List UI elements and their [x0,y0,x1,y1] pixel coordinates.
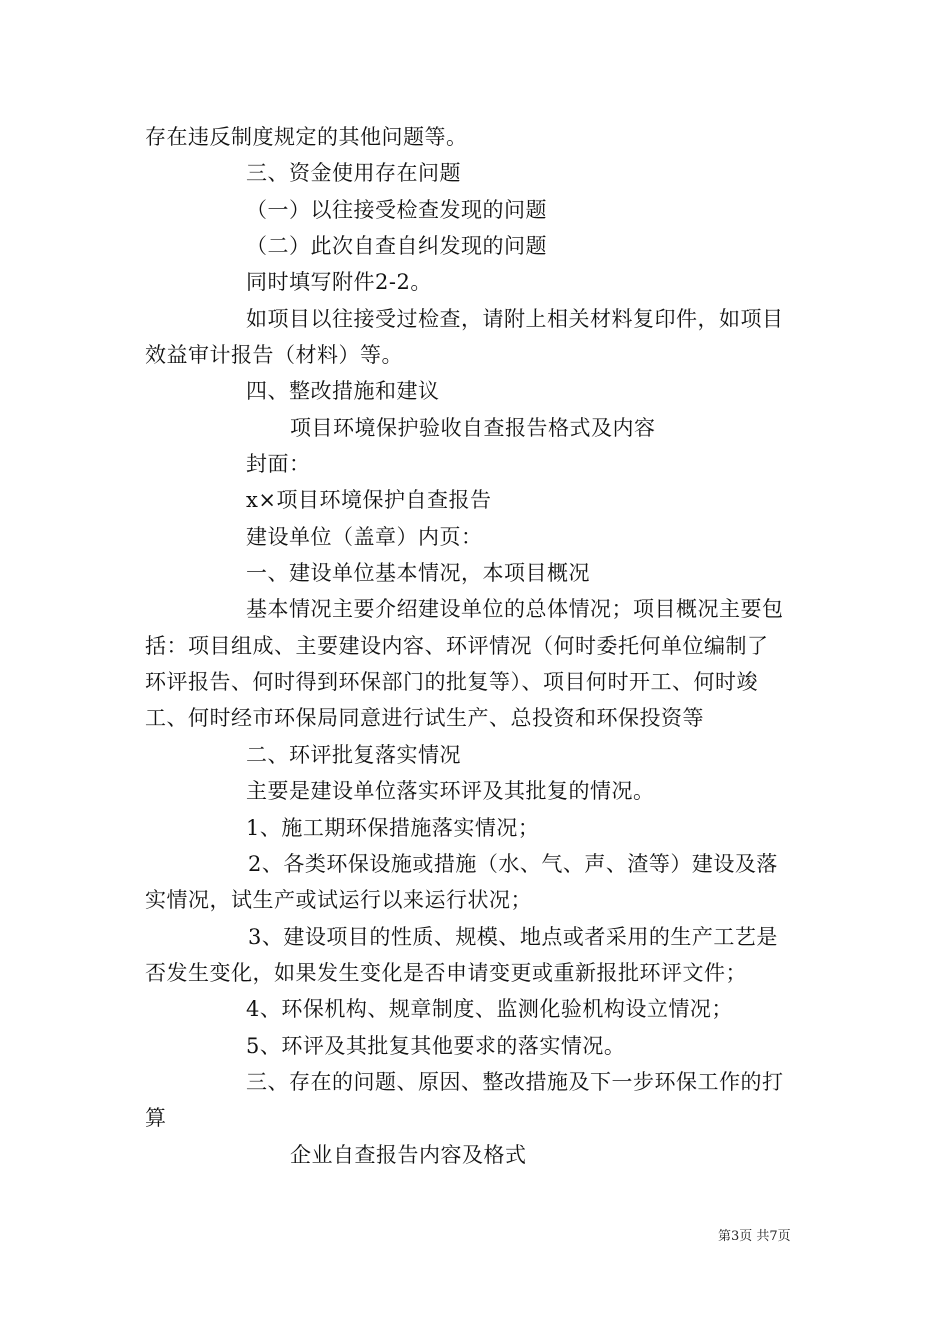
list-item: 5、环评及其批复其他要求的落实情况。 [246,1034,626,1058]
text-line: 建设单位（盖章）内页： [246,525,483,549]
list-item: 2、各类环保设施或措施（水、气、声、渣等）建设及落 [248,852,778,876]
page-number: 第3页 共7页 [718,1229,791,1244]
text-line: 括：项目组成、主要建设内容、环评情况（何时委托何单位编制了 [145,634,769,658]
document-title: 企业自查报告内容及格式 [290,1143,527,1167]
list-item: 4、环保机构、规章制度、监测化验机构设立情况； [246,997,733,1021]
text-line: 环评报告、何时得到环保部门的批复等）、项目何时开工、何时竣 [145,670,758,694]
section-heading: 三、存在的问题、原因、整改措施及下一步环保工作的打 [246,1070,784,1094]
text-line: 基本情况主要介绍建设单位的总体情况；项目概况主要包 [246,597,784,621]
text-line: 同时填写附件2-2。 [246,270,432,294]
text-line: 效益审计报告（材料）等。 [145,343,403,367]
text-line: 否发生变化，如果发生变化是否申请变更或重新报批环评文件； [145,961,747,985]
text-line: 存在违反制度规定的其他问题等。 [145,125,468,149]
subsection-heading: （二）此次自查自纠发现的问题 [246,234,547,258]
text-line: 工、何时经市环保局同意进行试生产、总投资和环保投资等 [145,706,704,730]
text-line: 封面： [246,452,311,476]
list-item: 3、建设项目的性质、规模、地点或者采用的生产工艺是 [248,925,778,949]
subsection-heading: （一）以往接受检查发现的问题 [246,198,547,222]
document-title: 项目环境保护验收自查报告格式及内容 [290,416,656,440]
text-line: x×项目环境保护自查报告 [246,488,492,512]
text-line: 如项目以往接受过检查，请附上相关材料复印件，如项目 [246,307,784,331]
section-heading: 一、建设单位基本情况，本项目概况 [246,561,590,585]
section-heading: 二、环评批复落实情况 [246,743,461,767]
text-line: 算 [145,1106,167,1130]
text-line: 主要是建设单位落实环评及其批复的情况。 [246,779,655,803]
section-heading: 三、资金使用存在问题 [246,161,461,185]
text-line: 实情况，试生产或试运行以来运行状况； [145,888,532,912]
list-item: 1、施工期环保措施落实情况； [246,816,540,840]
section-heading: 四、整改措施和建议 [246,379,440,403]
